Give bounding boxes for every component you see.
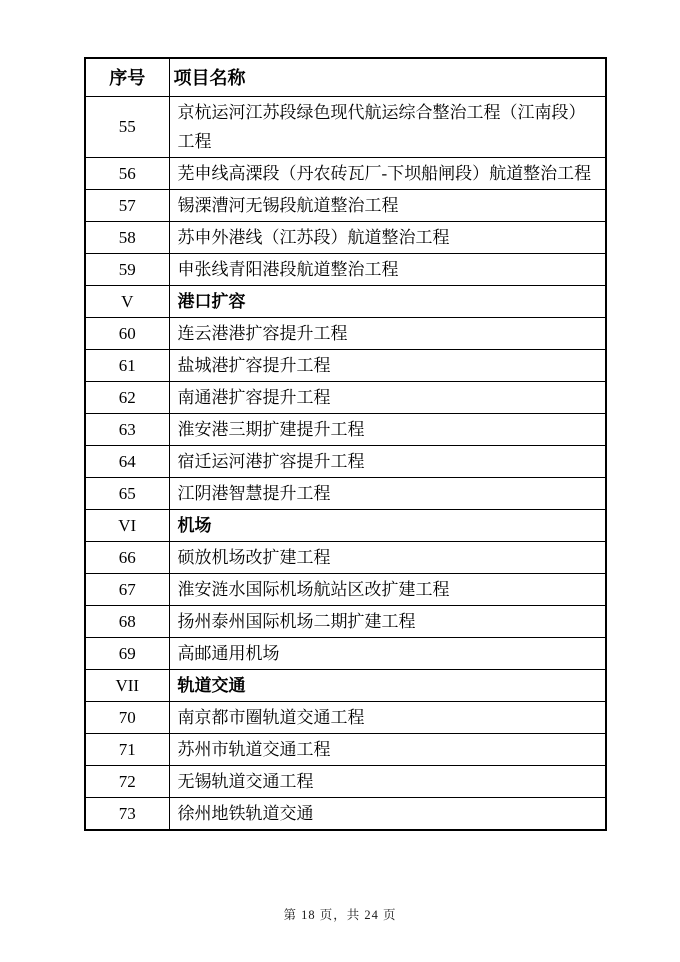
table-row xyxy=(85,541,606,573)
header-cell-project-name: 项目名称 xyxy=(169,58,606,96)
project-name: 江阴港智慧提升工程 xyxy=(169,477,606,509)
table-header xyxy=(85,58,606,96)
project-name: 南通港扩容提升工程 xyxy=(169,381,606,413)
project-name: 淮安涟水国际机场航站区改扩建工程 xyxy=(169,573,606,605)
row-number: 72 xyxy=(85,765,169,797)
row-number: 65 xyxy=(85,477,169,509)
project-name: 申张线青阳港段航道整治工程 xyxy=(169,253,606,285)
row-number: 61 xyxy=(85,349,169,381)
project-name: 宿迁运河港扩容提升工程 xyxy=(169,445,606,477)
project-table xyxy=(84,57,607,831)
row-number: 67 xyxy=(85,573,169,605)
table-row xyxy=(85,701,606,733)
row-number: 55 xyxy=(85,96,169,157)
row-number: 58 xyxy=(85,221,169,253)
table-row xyxy=(85,477,606,509)
section-row xyxy=(85,285,606,317)
table-row xyxy=(85,317,606,349)
row-number: 64 xyxy=(85,445,169,477)
table-row xyxy=(85,637,606,669)
row-number: 71 xyxy=(85,733,169,765)
table-row xyxy=(85,189,606,221)
section-row xyxy=(85,509,606,541)
project-name: 高邮通用机场 xyxy=(169,637,606,669)
table-row xyxy=(85,445,606,477)
project-name: 京杭运河江苏段绿色现代航运综合整治工程（江南段）工程 xyxy=(169,96,606,157)
project-name: 硕放机场改扩建工程 xyxy=(169,541,606,573)
table-row xyxy=(85,349,606,381)
project-name: 苏申外港线（江苏段）航道整治工程 xyxy=(169,221,606,253)
table-body xyxy=(85,96,606,830)
section-row xyxy=(85,669,606,701)
project-name: 芜申线高溧段（丹农砖瓦厂-下坝船闸段）航道整治工程 xyxy=(169,157,606,189)
project-name: 无锡轨道交通工程 xyxy=(169,765,606,797)
row-number: 73 xyxy=(85,797,169,830)
project-name: 徐州地铁轨道交通 xyxy=(169,797,606,830)
row-number: V xyxy=(85,285,169,317)
table-row xyxy=(85,381,606,413)
table-row xyxy=(85,797,606,830)
row-number: VII xyxy=(85,669,169,701)
table-row xyxy=(85,733,606,765)
page-number-footer: 第 18 页，共 24 页 xyxy=(283,908,397,922)
table-row xyxy=(85,157,606,189)
project-name: 南京都市圈轨道交通工程 xyxy=(169,701,606,733)
row-number: 59 xyxy=(85,253,169,285)
table-row xyxy=(85,765,606,797)
row-number: 56 xyxy=(85,157,169,189)
table-row xyxy=(85,413,606,445)
row-number: 70 xyxy=(85,701,169,733)
section-title: 轨道交通 xyxy=(169,669,606,701)
project-name: 锡溧漕河无锡段航道整治工程 xyxy=(169,189,606,221)
row-number: VI xyxy=(85,509,169,541)
project-name: 扬州泰州国际机场二期扩建工程 xyxy=(169,605,606,637)
project-name: 淮安港三期扩建提升工程 xyxy=(169,413,606,445)
project-name: 苏州市轨道交通工程 xyxy=(169,733,606,765)
project-name: 连云港港扩容提升工程 xyxy=(169,317,606,349)
table-row xyxy=(85,253,606,285)
table-row xyxy=(85,96,606,157)
section-title: 港口扩容 xyxy=(169,285,606,317)
row-number: 62 xyxy=(85,381,169,413)
header-row xyxy=(85,58,606,96)
table-row xyxy=(85,605,606,637)
row-number: 60 xyxy=(85,317,169,349)
row-number: 63 xyxy=(85,413,169,445)
row-number: 57 xyxy=(85,189,169,221)
section-title: 机场 xyxy=(169,509,606,541)
table-row xyxy=(85,221,606,253)
project-name: 盐城港扩容提升工程 xyxy=(169,349,606,381)
header-cell-number: 序号 xyxy=(85,58,169,96)
row-number: 69 xyxy=(85,637,169,669)
row-number: 68 xyxy=(85,605,169,637)
table-row xyxy=(85,573,606,605)
row-number: 66 xyxy=(85,541,169,573)
